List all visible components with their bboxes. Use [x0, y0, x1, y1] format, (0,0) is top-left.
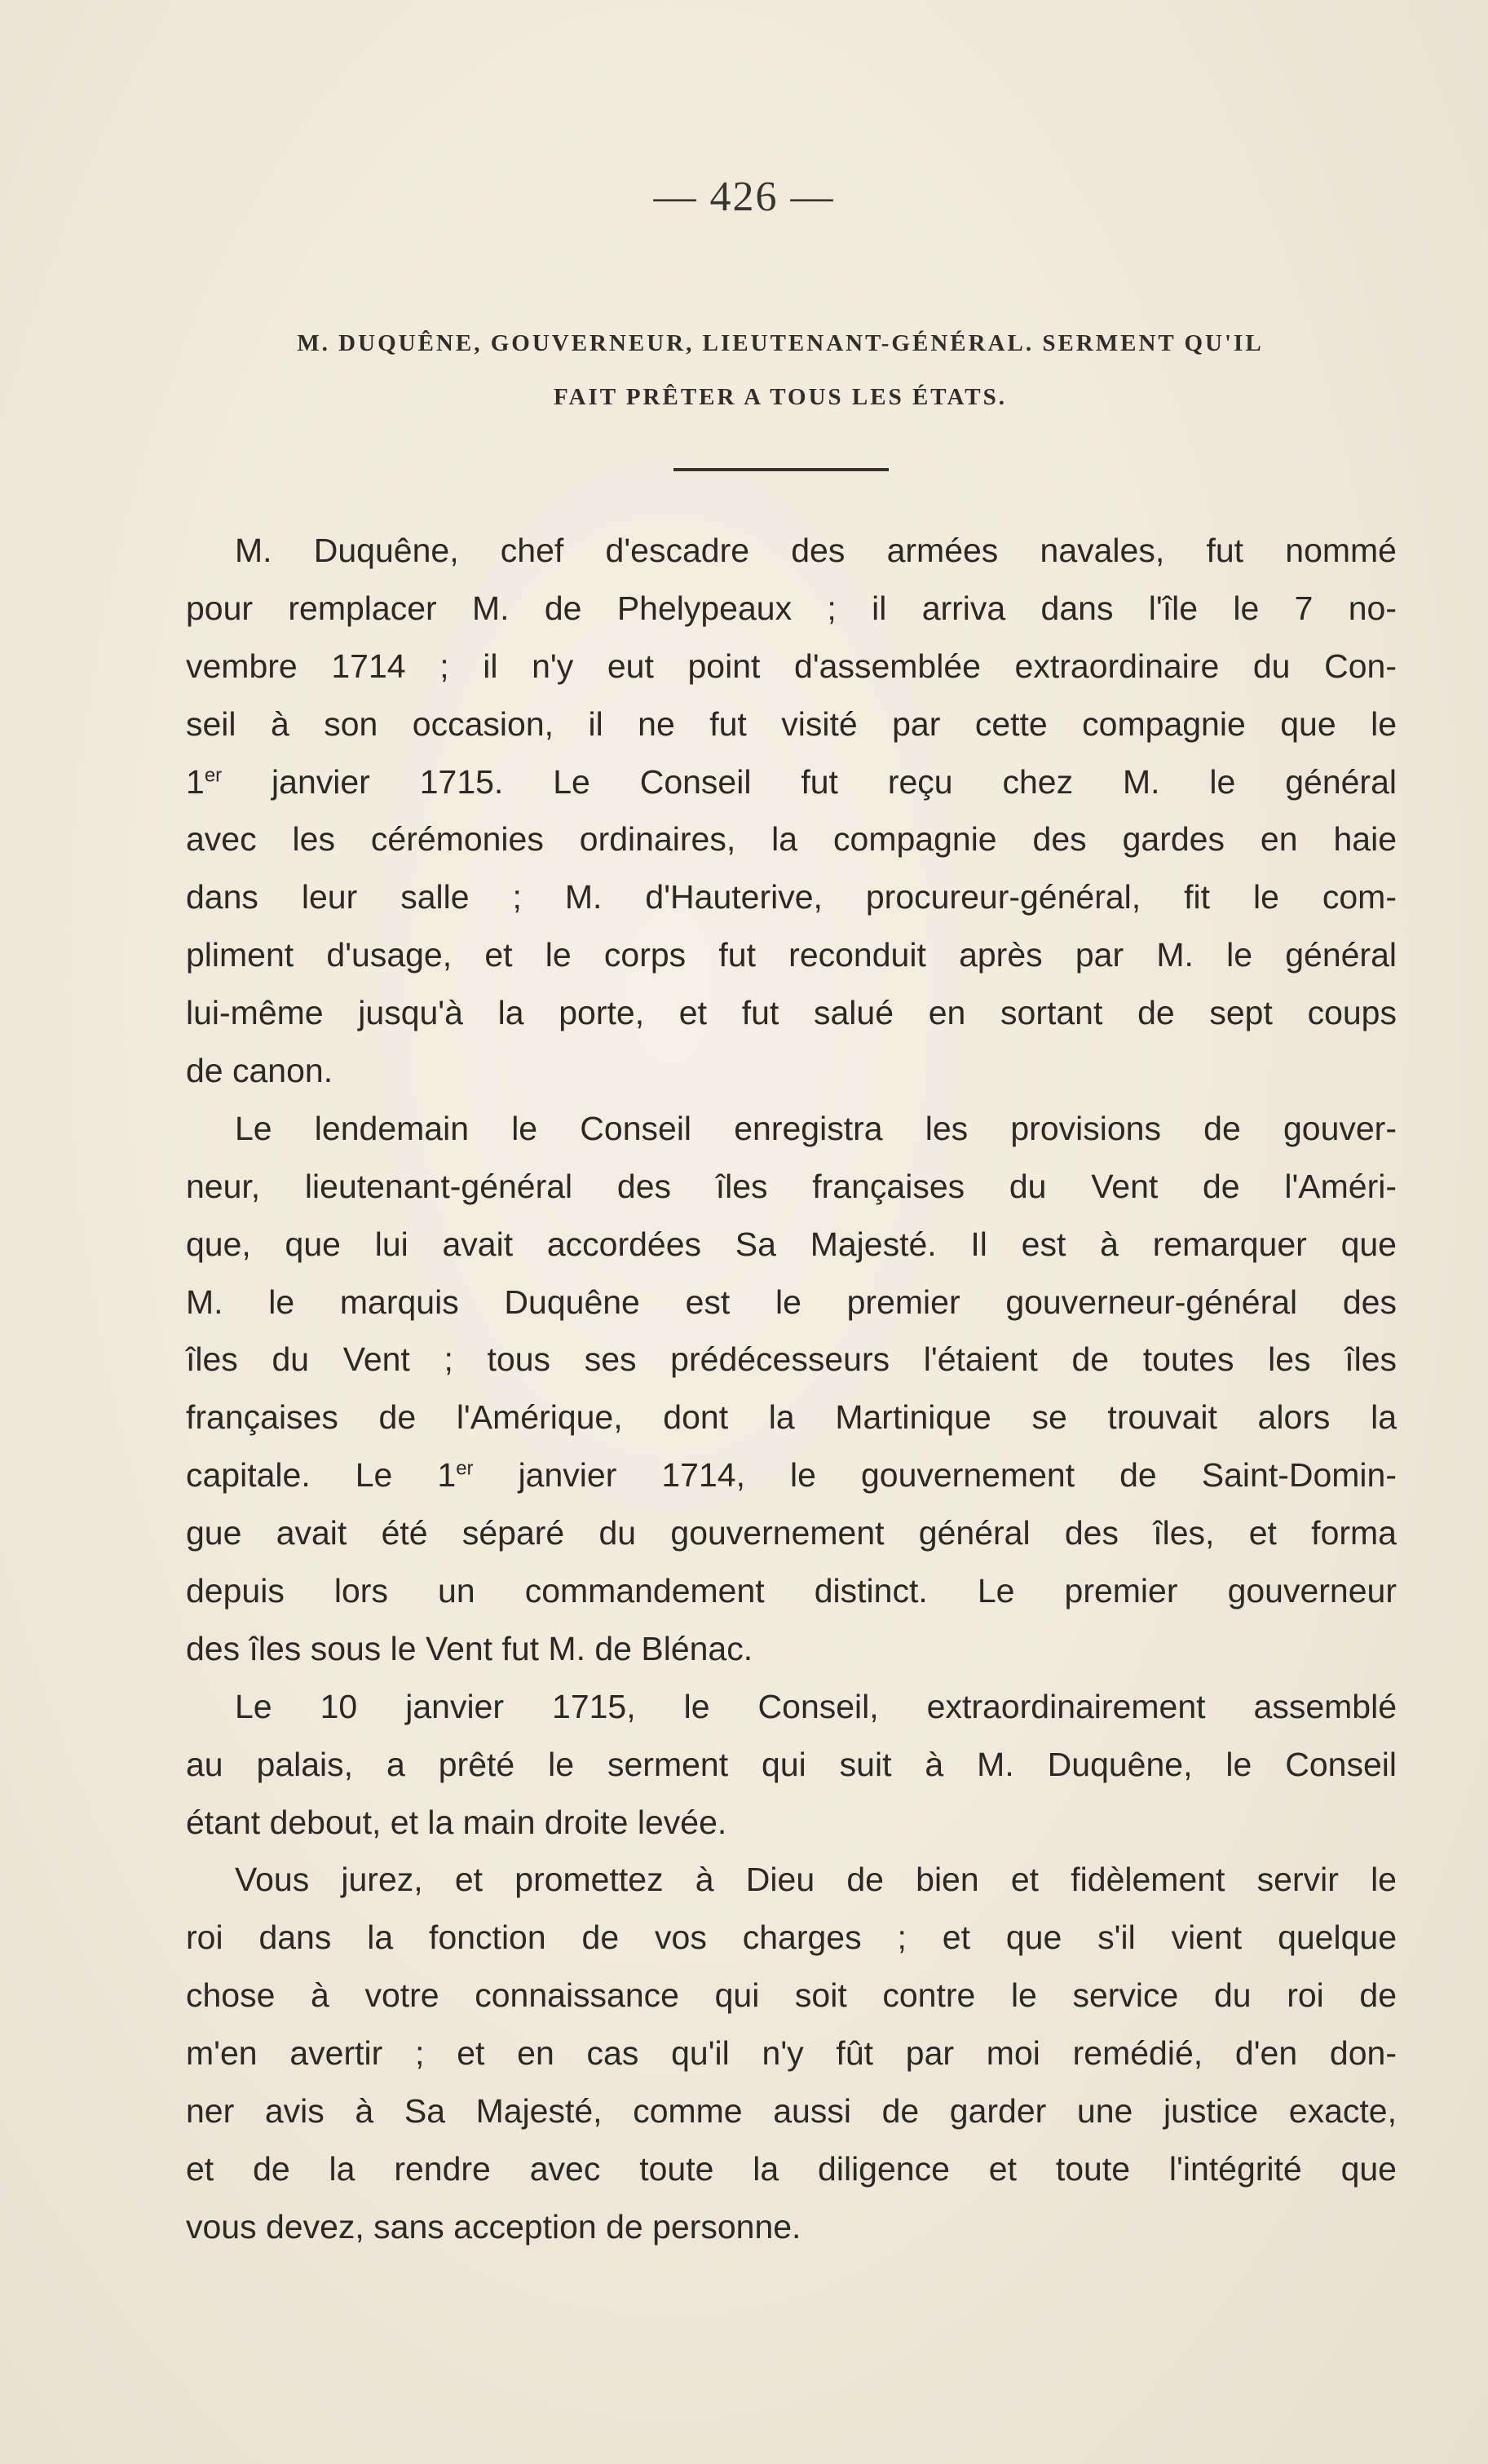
text-line: îles du Vent ; tous ses prédécesseurs l'étaient de toutes les îles: [186, 1340, 1397, 1379]
text-line: lui-même jusqu'à la porte, et fut salué en sortant de sept coups: [186, 994, 1397, 1032]
text-line: et de la rendre avec toute la diligence et toute l'intégrité que: [186, 2149, 1397, 2188]
text-line: que, que lui avait accordées Sa Majesté. Il est à remarquer que: [186, 1225, 1397, 1263]
text-line: avec les cérémonies ordinaires, la compagnie des gardes en haie: [186, 820, 1397, 859]
text-line: étant debout, et la main droite levée.: [186, 1803, 727, 1841]
text-line: vous devez, sans acception de personne.: [186, 2207, 801, 2245]
text-line: m'en avertir ; et en cas qu'il n'y fût par moi remédié, d'en don-: [186, 2034, 1397, 2073]
text-line: 1er janvier 1715. Le Conseil fut reçu chez M. le général: [186, 762, 1397, 801]
text-line: capitale. Le 1er janvier 1714, le gouvernement de Saint-Domin-: [186, 1456, 1397, 1495]
text-line: gue avait été séparé du gouvernement général des îles, et forma: [186, 1514, 1397, 1552]
text-line: pour remplacer M. de Phelypeaux ; il arriva dans l'île le 7 no-: [186, 589, 1397, 627]
text-line: ner avis à Sa Majesté, comme aussi de garder une justice exacte,: [186, 2092, 1397, 2131]
text-line: de canon.: [186, 1052, 333, 1090]
text-line: pliment d'usage, et le corps fut reconduit après par M. le général: [186, 936, 1397, 974]
heading-line: FAIT PRÊTER A TOUS LES ÉTATS.: [553, 384, 1007, 410]
text-line: vembre 1714 ; il n'y eut point d'assemblée extraordinaire du Con-: [186, 647, 1397, 685]
text-line: françaises de l'Amérique, dont la Martinique se trouvait alors la: [186, 1398, 1397, 1437]
chapter-heading: [214, 316, 1347, 424]
text-line: Le lendemain le Conseil enregistra les provisions de gouver-: [235, 1109, 1397, 1147]
text-line: dans leur salle ; M. d'Hauterive, procureur-général, fit le com-: [186, 878, 1397, 916]
text-line: M. Duquêne, chef d'escadre des armées navales, fut nommé: [235, 532, 1397, 569]
page-number: — 426 —: [653, 174, 835, 220]
text-line: des îles sous le Vent fut M. de Blénac.: [186, 1629, 753, 1667]
text-line: neur, lieutenant-général des îles françaises du Vent de l'Améri-: [186, 1167, 1397, 1205]
text-line: seil à son occasion, il ne fut visité par cette compagnie que le: [186, 704, 1397, 743]
text-line: chose à votre connaissance qui soit contre le service du roi de: [186, 1976, 1397, 2015]
text-line: Le 10 janvier 1715, le Conseil, extraordinairement assemblé: [235, 1687, 1397, 1725]
text-line: roi dans la fonction de vos charges ; et que s'il vient quelque: [186, 1919, 1397, 1957]
text-line: Vous jurez, et promettez à Dieu de bien et fidèlement servir le: [235, 1861, 1397, 1899]
heading-line: M. DUQUÊNE, GOUVERNEUR, LIEUTENANT-GÉNÉRAL. SERMENT QU'IL: [297, 330, 1264, 356]
section-divider: [673, 468, 889, 471]
body-text: [186, 522, 1397, 2256]
text-line: M. le marquis Duquêne est le premier gouverneur-général des: [186, 1283, 1397, 1321]
text-line: depuis lors un commandement distinct. Le premier gouverneur: [186, 1572, 1397, 1610]
text-line: au palais, a prêté le serment qui suit à M. Duquêne, le Conseil: [186, 1745, 1397, 1783]
